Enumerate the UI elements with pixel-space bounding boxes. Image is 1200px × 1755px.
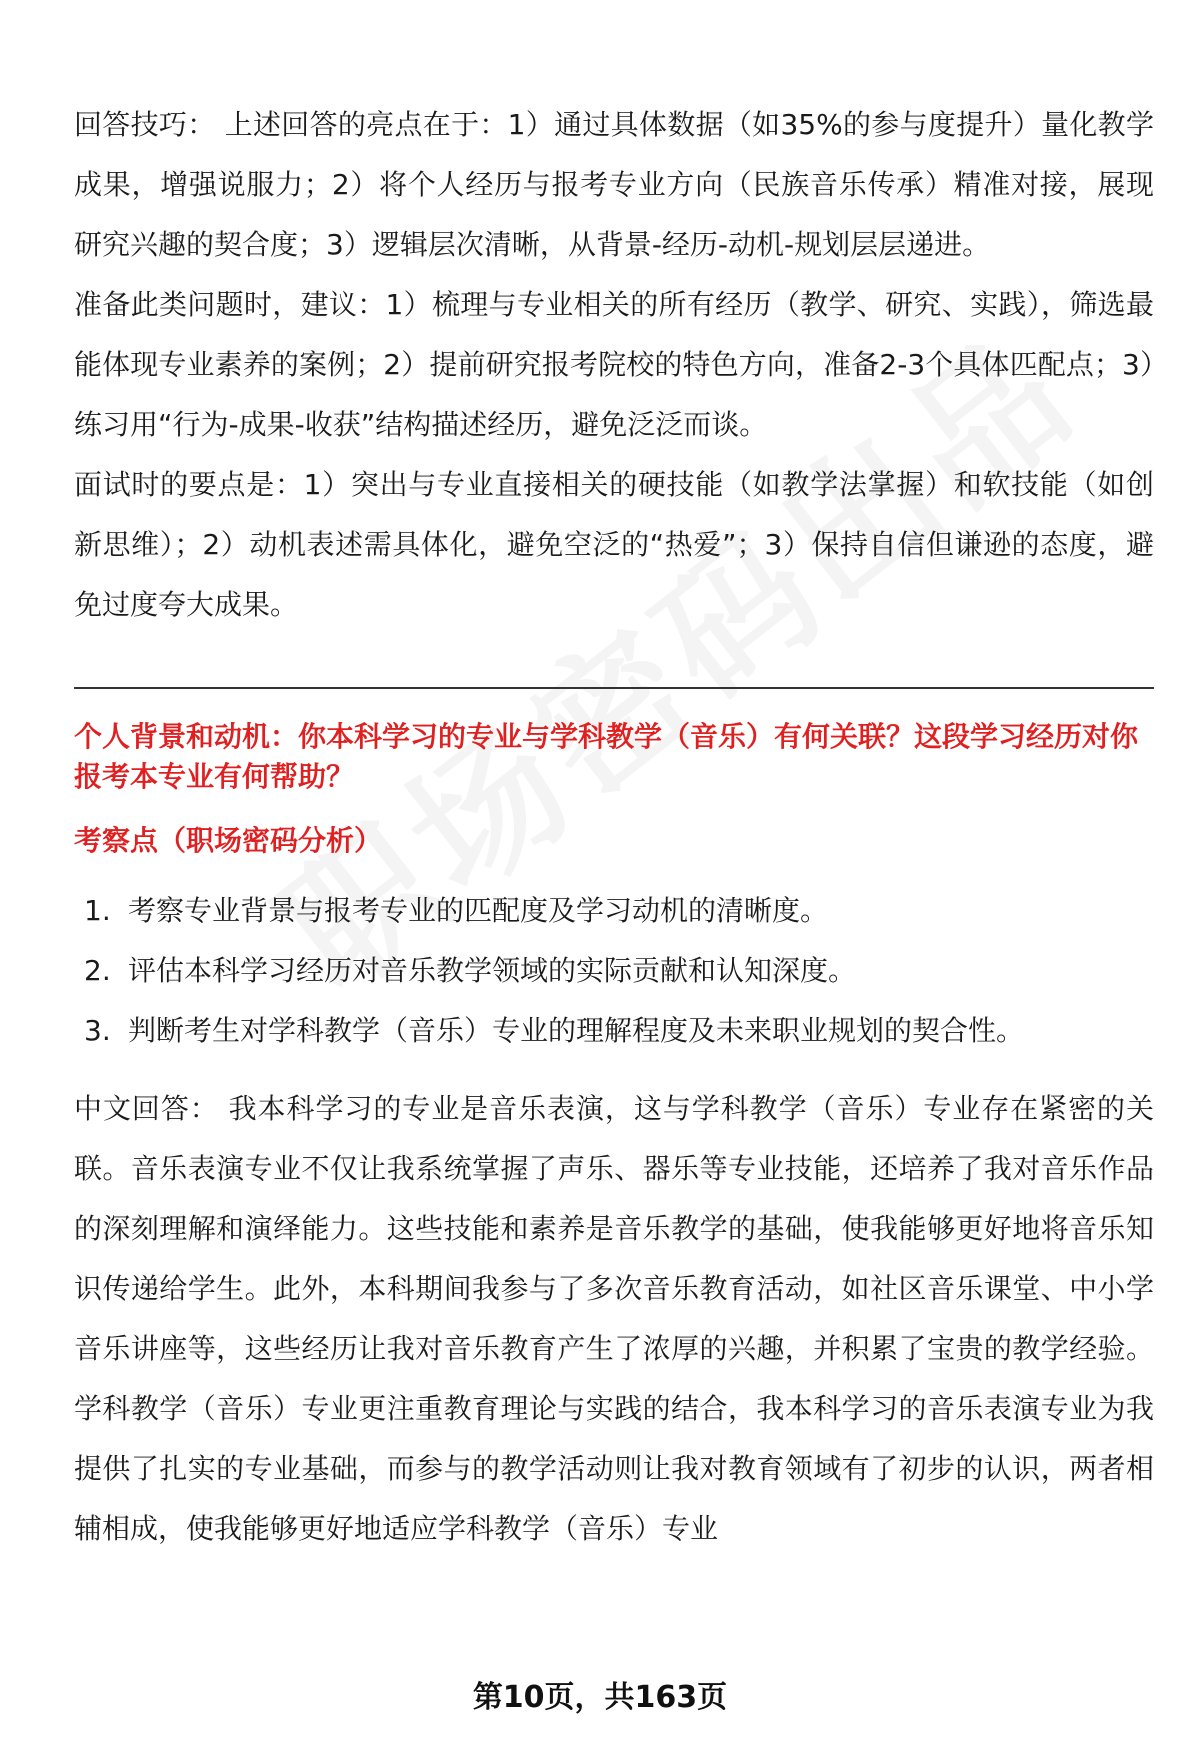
- focus-heading: 考察点（职场密码分析）: [74, 824, 383, 857]
- page-content: [74, 95, 1154, 1559]
- paragraph-interview-points: 面试时的要点是：1）突出与专业直接相关的硬技能（如教学法掌握）和软技能（如创新思维）；2）动机表述需具体化，避免空泛的“热爱”；3）保持自信但谦逊的态度，避免过度夸大成果。: [74, 468, 1154, 621]
- list-item: [84, 881, 1154, 941]
- focus-points-list: [74, 881, 1154, 1061]
- list-item-number: 2.: [84, 954, 111, 987]
- list-item-text: 评估本科学习经历对音乐教学领域的实际贡献和认知深度。: [128, 954, 857, 987]
- list-item-text: 考察专业背景与报考专业的匹配度及学习动机的清晰度。: [128, 894, 829, 927]
- section-divider: [74, 687, 1154, 689]
- chinese-answer: 中文回答： 我本科学习的专业是音乐表演，这与学科教学（音乐）专业存在紧密的关联。音乐表演专业不仅让我系统掌握了声乐、器乐等专业技能，还培养了我对音乐作品的深刻理解和演绎能力。这些技能和素养是音乐教学的基础，使我能够更好地将音乐知识传递给学生。此外，本科期间我参与了多次音乐教育活动，如社区音乐课堂、中小学音乐讲座等，这些经历让我对音乐教育产生了浓厚的兴趣，并积累了宝贵的教学经验。学科教学（音乐）专业更注重教育理论与实践的结合，我本科学习的音乐表演专业为我提供了扎实的专业基础，而参与的教学活动则让我对教育领域有了初步的认识，两者相辅相成，使我能够更好地适应学科教学（音乐）专业: [74, 1092, 1154, 1545]
- paragraph-preparation-advice: 准备此类问题时，建议：1）梳理与专业相关的所有经历（教学、研究、实践），筛选最能体现专业素养的案例；2）提前研究报考院校的特色方向，准备2-3个具体匹配点；3）练习用“行为-成果-收获”结构描述经历，避免泛泛而谈。: [74, 288, 1154, 441]
- list-item-text: 判断考生对学科教学（音乐）专业的理解程度及未来职业规划的契合性。: [128, 1014, 1025, 1047]
- list-item: [84, 1001, 1154, 1061]
- page-number-footer: 第10页，共163页: [472, 1680, 728, 1715]
- question-heading: 个人背景和动机：你本科学习的专业与学科教学（音乐）有何关联？这段学习经历对你报考本专业有何帮助？: [74, 720, 1139, 793]
- paragraph-answer-tips: 回答技巧： 上述回答的亮点在于：1）通过具体数据（如35%的参与度提升）量化教学成果，增强说服力；2）将个人经历与报考专业方向（民族音乐传承）精准对接，展现研究兴趣的契合度；3）逻辑层次清晰，从背景-经历-动机-规划层层递进。: [74, 108, 1154, 261]
- list-item-number: 1.: [84, 894, 111, 927]
- list-item-number: 3.: [84, 1014, 111, 1047]
- list-item: [84, 941, 1154, 1001]
